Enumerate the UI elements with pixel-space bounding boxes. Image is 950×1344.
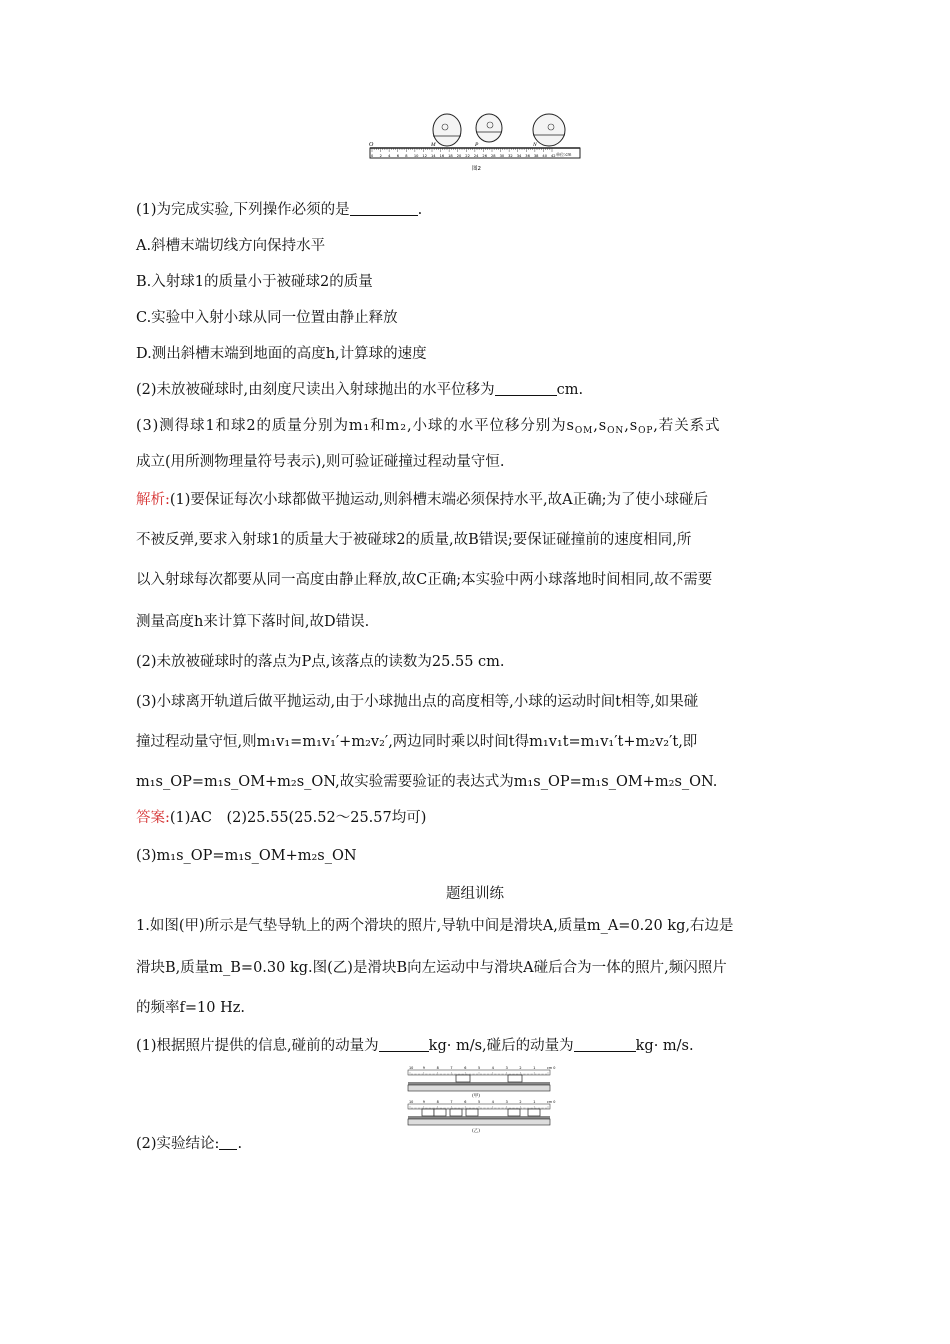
ruler-tick-label: 32: [508, 154, 513, 158]
point-label-n: N: [533, 142, 537, 148]
q3-line2: 成立(用所测物理量符号表示),则可验证碰撞过程动量守恒.: [136, 454, 505, 470]
ruler-tick-label: 34: [516, 154, 522, 158]
answer-blank-before-momentum[interactable]: [379, 1037, 429, 1052]
photo-ruler-label: 5: [478, 1066, 481, 1071]
photo-ruler-label: 6: [464, 1100, 467, 1105]
label-yi: (乙): [472, 1129, 481, 1134]
ruler-tick-label: 40: [542, 154, 548, 158]
photo-ruler-label: 7: [450, 1066, 453, 1071]
ruler-tick-label: 26: [482, 154, 488, 158]
ruler-tick-label: 14: [431, 154, 436, 158]
photo-ruler-label: 8: [436, 1066, 439, 1071]
ruler-tick-label: 20: [456, 154, 462, 158]
q2-stem: (2)未放被碰球时,由刻度尺读出入射球抛出的水平位移为 cm.: [136, 382, 584, 398]
ruler-tick-label: 6: [396, 154, 400, 158]
section-title: 题组训练: [446, 886, 504, 902]
landing-circle-n: [533, 114, 565, 146]
analysis-line-4: 测量高度h来计算下落时间,故D错误.: [136, 614, 370, 630]
q3-line1: (3)测得球1和球2的质量分别为m₁和m₂,小球的水平位移分别为$s_{OM},s_{ON},s_{OP}$,若关系式: [136, 418, 721, 436]
analysis-line-2: 不被反弹,要求入射球1的质量大于被碰球2的质量,故B错误;要保证碰撞前的速度相同,所: [136, 532, 692, 548]
ruler-tick-label: 42: [551, 154, 556, 158]
photo-ruler-label: 8: [436, 1100, 439, 1105]
analysis-line-1: 解析:(1)要保证每次小球都做平抛运动,则斜槽末端必须保持水平,故A正确;为了使小球碰后: [136, 492, 709, 508]
analysis-p3-line2: 撞过程动量守恒,则m₁v₁=m₁v₁′+m₂v₂′,两边同时乘以时间t得m₁v₁t=m₁v₁′t+m₂v₂′t,即: [136, 734, 698, 750]
ruler-origin-label: O: [369, 142, 374, 148]
point-label-p: P: [475, 142, 479, 148]
air-track-figure: [404, 1066, 554, 1138]
answer-line-1: 答案:(1)AC (2)25.55(25.52～25.57均可): [136, 810, 427, 826]
ruler-tick-label: 24: [473, 154, 479, 158]
photo-yi: [408, 1100, 555, 1134]
ruler-tick-label: 4: [388, 154, 391, 158]
answer-blank-q1[interactable]: [350, 201, 418, 216]
problem1-q1: (1)根据照片提供的信息,碰前的动量为 kg· m/s,碰后的动量为 kg· m/s.: [136, 1038, 694, 1054]
photo-ruler-label: 4: [491, 1066, 494, 1071]
analysis-label: 解析:: [136, 492, 170, 508]
label-jia: (甲): [472, 1094, 481, 1099]
ruler-tick-label: 8: [405, 154, 408, 158]
photo-ruler-label: 2: [519, 1066, 522, 1071]
ruler-tick-label: 0: [371, 154, 374, 158]
answer-blank-after-momentum[interactable]: [574, 1037, 636, 1052]
analysis-p3-line1: (3)小球离开轨道后做平抛运动,由于小球抛出点的高度相等,小球的运动时间t相等,如果碰: [136, 694, 699, 710]
ruler-tick-label: 22: [465, 154, 470, 158]
problem1-q2: (2)实验结论: .: [136, 1136, 243, 1152]
option-a: A.斜槽末端切线方向保持水平: [136, 238, 326, 254]
analysis-line-3: 以入射球每次都要从同一高度由静止释放,故C正确;本实验中两小球落地时间相同,故不需要: [136, 572, 713, 588]
answer-line-2: (3)m₁s_OP=m₁s_OM+m₂s_ON: [136, 848, 357, 864]
figure-caption: 图2: [472, 166, 481, 172]
option-b: B.入射球1的质量小于被碰球2的质量: [136, 274, 373, 290]
ruler-unit: 单位:cm: [556, 152, 572, 157]
option-c: C.实验中入射小球从同一位置由静止释放: [136, 310, 398, 326]
analysis-p2: (2)未放被碰球时的落点为P点,该落点的读数为25.55 cm.: [136, 654, 505, 670]
problem1-line2: 滑块B,质量m_B=0.30 kg.图(乙)是滑块B向左运动中与滑块A碰后合为一体的照片,频闪照片: [136, 960, 727, 976]
point-label-m: M: [431, 142, 436, 148]
ruler-tick-label: 18: [448, 154, 453, 158]
ruler-tick-label: 36: [525, 154, 530, 158]
photo-ruler-label: cm 0: [547, 1100, 556, 1105]
photo-ruler-label: 9: [422, 1100, 425, 1105]
photo-ruler-label: 1: [533, 1100, 536, 1105]
ruler-tick-label: 12: [422, 154, 428, 158]
photo-ruler-label: 4: [491, 1100, 494, 1105]
photo-ruler-label: 9: [422, 1066, 425, 1071]
answer-blank-conclusion[interactable]: [219, 1135, 237, 1150]
ruler-tick-label: 28: [491, 154, 496, 158]
photo-ruler-label: 7: [450, 1100, 453, 1105]
photo-ruler-label: 3: [505, 1100, 508, 1105]
landing-points-figure: [368, 110, 584, 176]
answer-blank-q2[interactable]: [495, 381, 557, 396]
landing-circle-p: [476, 114, 502, 142]
photo-jia: [408, 1066, 555, 1099]
photo-ruler-label: 1: [533, 1066, 536, 1071]
photo-ruler-label: 10: [409, 1066, 414, 1071]
landing-circle-m: [433, 114, 461, 146]
ruler-tick-label: 16: [439, 154, 445, 158]
photo-ruler-label: 3: [505, 1066, 508, 1071]
analysis-p3-line3: m₁s_OP=m₁s_OM+m₂s_ON,故实验需要验证的表达式为m₁s_OP=m₁s_OM+m₂s_ON.: [136, 774, 718, 790]
q1-stem: (1)为完成实验,下列操作必须的是 .: [136, 202, 423, 218]
ruler-tick-label: 38: [533, 154, 539, 158]
ruler-tick-label: 30: [499, 154, 505, 158]
option-d: D.测出斜槽末端到地面的高度h,计算球的速度: [136, 346, 427, 362]
problem1-line3: 的频率f=10 Hz.: [136, 1000, 245, 1016]
answer-label: 答案:: [136, 810, 170, 826]
photo-ruler-label: 6: [464, 1066, 467, 1071]
problem1-line1: 1.如图(甲)所示是气垫导轨上的两个滑块的照片,导轨中间是滑块A,质量m_A=0.20 kg,右边是: [136, 918, 734, 934]
ruler-tick-label: 10: [413, 154, 419, 158]
photo-ruler-label: 5: [478, 1100, 481, 1105]
photo-ruler-label: cm 0: [547, 1066, 556, 1071]
ruler-tick-label: 2: [379, 154, 382, 158]
photo-ruler-label: 2: [519, 1100, 522, 1105]
photo-ruler-label: 10: [409, 1100, 414, 1105]
